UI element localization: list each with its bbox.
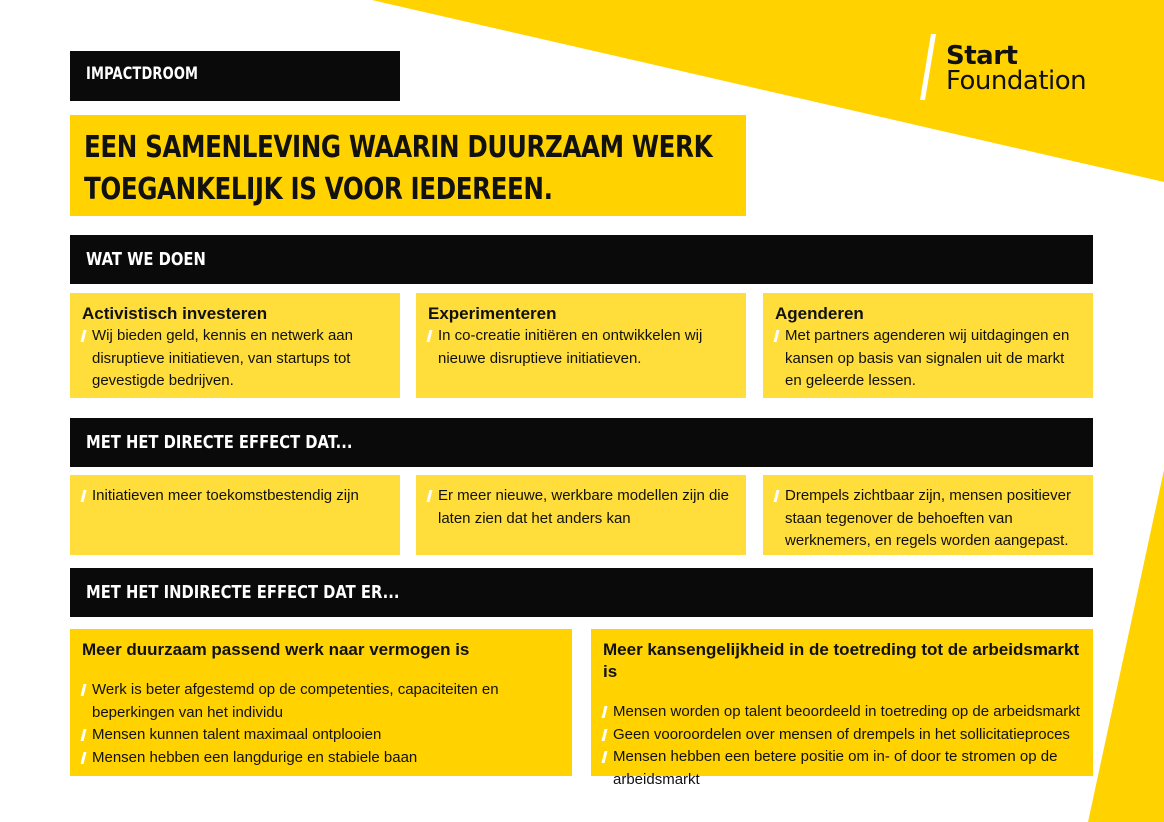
card-heading: Meer duurzaam passend werk naar vermogen is (82, 640, 470, 659)
card-line: nieuwe disruptieve initiatieven. (438, 349, 642, 367)
card-duurzaam-passend-werk (70, 629, 572, 776)
logo-text-start: Start (946, 41, 1018, 71)
card-line: Met partners agenderen wij uitdagingen en (785, 327, 1070, 344)
list-item (603, 724, 1081, 747)
list-item (775, 485, 1081, 553)
card-line: gevestigde bedrijven. (92, 372, 234, 389)
card-direct-effect-3 (763, 475, 1093, 555)
card-heading: Meer kansengelijkheid in de toetreding tot de arbeidsmarkt is (603, 640, 1080, 681)
card-heading: Experimenteren (428, 304, 557, 323)
card-line: Mensen hebben een langdurige en stabiele baan (92, 748, 418, 766)
list-item (428, 485, 734, 530)
card-line: Initiatieven meer toekomstbestendig zijn (92, 487, 359, 504)
list-item (82, 724, 560, 747)
card-line: Mensen kunnen talent maximaal ontplooien (92, 726, 382, 743)
headline-line-1: EEN SAMENLEVING WAARIN DUURZAAM WERK (84, 130, 713, 165)
card-agenderen (763, 293, 1093, 398)
list-item (82, 325, 388, 393)
section-bar-indirecte-effect (70, 568, 1093, 617)
card-heading: Agenderen (775, 304, 864, 323)
slash-bullet-icon (81, 684, 87, 696)
card-line: kansen op basis van signalen uit de markt (785, 349, 1065, 367)
card-line: Geen vooroordelen over mensen of drempels in het sollicitatieproces (613, 725, 1070, 743)
slash-bullet-icon (81, 752, 87, 764)
impactdroom-label-text: IMPACTDROOM (86, 64, 199, 84)
section-bar-wat-we-doen (70, 235, 1093, 284)
card-line: Wij bieden geld, kennis en netwerk aan (92, 327, 353, 344)
slash-bullet-icon (602, 729, 608, 741)
section-bar-directe-effect (70, 418, 1093, 467)
card-heading: Activistisch investeren (82, 304, 268, 323)
card-line: werknemers, en regels worden aangepast. (785, 532, 1069, 549)
slash-bullet-icon (774, 330, 780, 342)
impactdroom-label (70, 51, 400, 101)
list-item (603, 746, 1081, 791)
card-line: laten zien dat het anders kan (438, 509, 631, 527)
logo-slash-icon (920, 34, 940, 104)
card-activistisch-investeren (70, 293, 400, 398)
logo-text-foundation: Foundation (946, 66, 1087, 96)
list-item (428, 325, 734, 370)
slash-bullet-icon (774, 490, 780, 502)
card-line: Mensen worden op talent beoordeeld in toetreding op de arbeidsmarkt (613, 703, 1080, 720)
headline-box (70, 115, 746, 216)
slash-bullet-icon (81, 330, 87, 342)
slash-bullet-icon (427, 330, 433, 342)
card-experimenteren (416, 293, 746, 398)
card-direct-effect-1 (70, 475, 400, 555)
card-line: arbeidsmarkt (613, 770, 700, 788)
card-line: In co-creatie initiëren en ontwikkelen wij (438, 327, 703, 344)
section-title: WAT WE DOEN (86, 249, 206, 270)
card-line: Drempels zichtbaar zijn, mensen positiever (785, 487, 1071, 504)
headline-line-2: TOEGANKELIJK IS VOOR IEDEREEN. (84, 172, 553, 207)
card-line: Werk is beter afgestemd op de competenties, capaciteiten en (92, 681, 499, 698)
list-item (775, 325, 1081, 393)
card-line: disruptieve initiatieven, van startups tot (92, 349, 351, 367)
bottom-right-yellow-shape (1088, 470, 1164, 822)
card-direct-effect-2 (416, 475, 746, 555)
list-item (82, 485, 388, 508)
section-title: MET HET DIRECTE EFFECT DAT... (86, 432, 353, 453)
slash-bullet-icon (602, 751, 608, 763)
card-line: beperkingen van het individu (92, 703, 283, 721)
card-line: Mensen hebben een betere positie om in- of door te stromen op de (613, 748, 1058, 765)
slash-bullet-icon (81, 490, 87, 502)
section-title: MET HET INDIRECTE EFFECT DAT ER... (86, 582, 400, 603)
list-item (82, 679, 560, 724)
list-item (82, 747, 560, 770)
list-item (603, 701, 1081, 724)
slash-bullet-icon (602, 706, 608, 718)
card-line: staan tegenover de behoeften van (785, 509, 1013, 527)
slash-bullet-icon (81, 729, 87, 741)
card-kansengelijkheid (591, 629, 1093, 788)
card-line: en geleerde lessen. (785, 372, 916, 389)
slash-bullet-icon (427, 490, 433, 502)
card-line: Er meer nieuwe, werkbare modellen zijn die (438, 487, 729, 504)
start-foundation-logo (920, 34, 1120, 104)
